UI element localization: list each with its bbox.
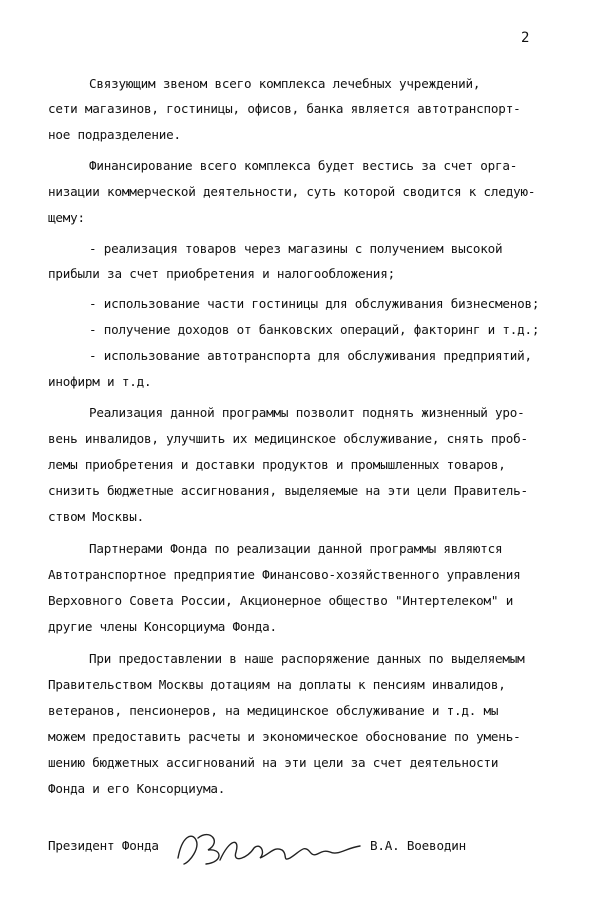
- paragraph-4-line-1: - использование части гостиницы для обслуживания бизнесменов;: [89, 296, 540, 311]
- paragraph-9-line-4: можем предоставить расчеты и экономическое обоснование по умень-: [48, 729, 521, 744]
- paragraph-3-line-2: прибыли за счет приобретения и налогообложения;: [48, 266, 395, 281]
- paragraph-7-line-4: снизить бюджетные ассигнования, выделяемые на эти цели Правитель-: [48, 483, 528, 498]
- handwritten-signature: [170, 818, 370, 878]
- paragraph-9-line-5: шению бюджетных ассигнований на эти цели за счет деятельности: [48, 755, 499, 770]
- page-number: 2: [521, 30, 530, 46]
- paragraph-6-line-1: - использование автотранспорта для обслуживания предприятий,: [89, 348, 532, 363]
- paragraph-6-line-2: инофирм и т.д.: [48, 374, 152, 389]
- paragraph-7-line-2: вень инвалидов, улучшить их медицинское обслуживание, снять проб-: [48, 431, 528, 446]
- paragraph-8-line-1: Партнерами Фонда по реализации данной программы являются: [89, 541, 503, 556]
- paragraph-9-line-3: ветеранов, пенсионеров, на медицинское обслуживание и т.д. мы: [48, 703, 499, 718]
- paragraph-9-line-2: Правительством Москвы дотациям на доплаты к пенсиям инвалидов,: [48, 677, 506, 692]
- paragraph-7-line-3: лемы приобретения и доставки продуктов и промышленных товаров,: [48, 457, 506, 472]
- paragraph-7-line-1: Реализация данной программы позволит поднять жизненный уро-: [89, 405, 525, 420]
- paragraph-1-line-2: сети магазинов, гостиницы, офисов, банка является автотранспорт-: [48, 101, 521, 116]
- paragraph-5-line-1: - получение доходов от банковских операций, факторинг и т.д.;: [89, 322, 540, 337]
- paragraph-9-line-6: Фонда и его Консорциума.: [48, 781, 226, 796]
- signature-label: Президент Фонда: [48, 838, 159, 853]
- paragraph-8-line-3: Верховного Совета России, Акционерное общество "Интертелеком" и: [48, 593, 514, 608]
- paragraph-9-line-1: При предоставлении в наше распоряжение данных по выделяемым: [89, 651, 525, 666]
- paragraph-2-line-1: Финансирование всего комплекса будет вестись за счет орга-: [89, 158, 518, 173]
- paragraph-1-line-1: Связующим звеном всего комплекса лечебных учреждений,: [89, 76, 481, 91]
- signatory-name: В.А. Воеводин: [370, 838, 466, 853]
- paragraph-2-line-3: щему:: [48, 210, 85, 225]
- paragraph-7-line-5: ством Москвы.: [48, 509, 144, 524]
- paragraph-2-line-2: низации коммерческой деятельности, суть которой сводится к следую-: [48, 184, 536, 199]
- paragraph-3-line-1: - реализация товаров через магазины с получением высокой: [89, 241, 503, 256]
- paragraph-1-line-3: ное подразделение.: [48, 127, 181, 142]
- paragraph-8-line-4: другие члены Консорциума Фонда.: [48, 619, 277, 634]
- paragraph-8-line-2: Автотранспортное предприятие Финансово-хозяйственного управления: [48, 567, 521, 582]
